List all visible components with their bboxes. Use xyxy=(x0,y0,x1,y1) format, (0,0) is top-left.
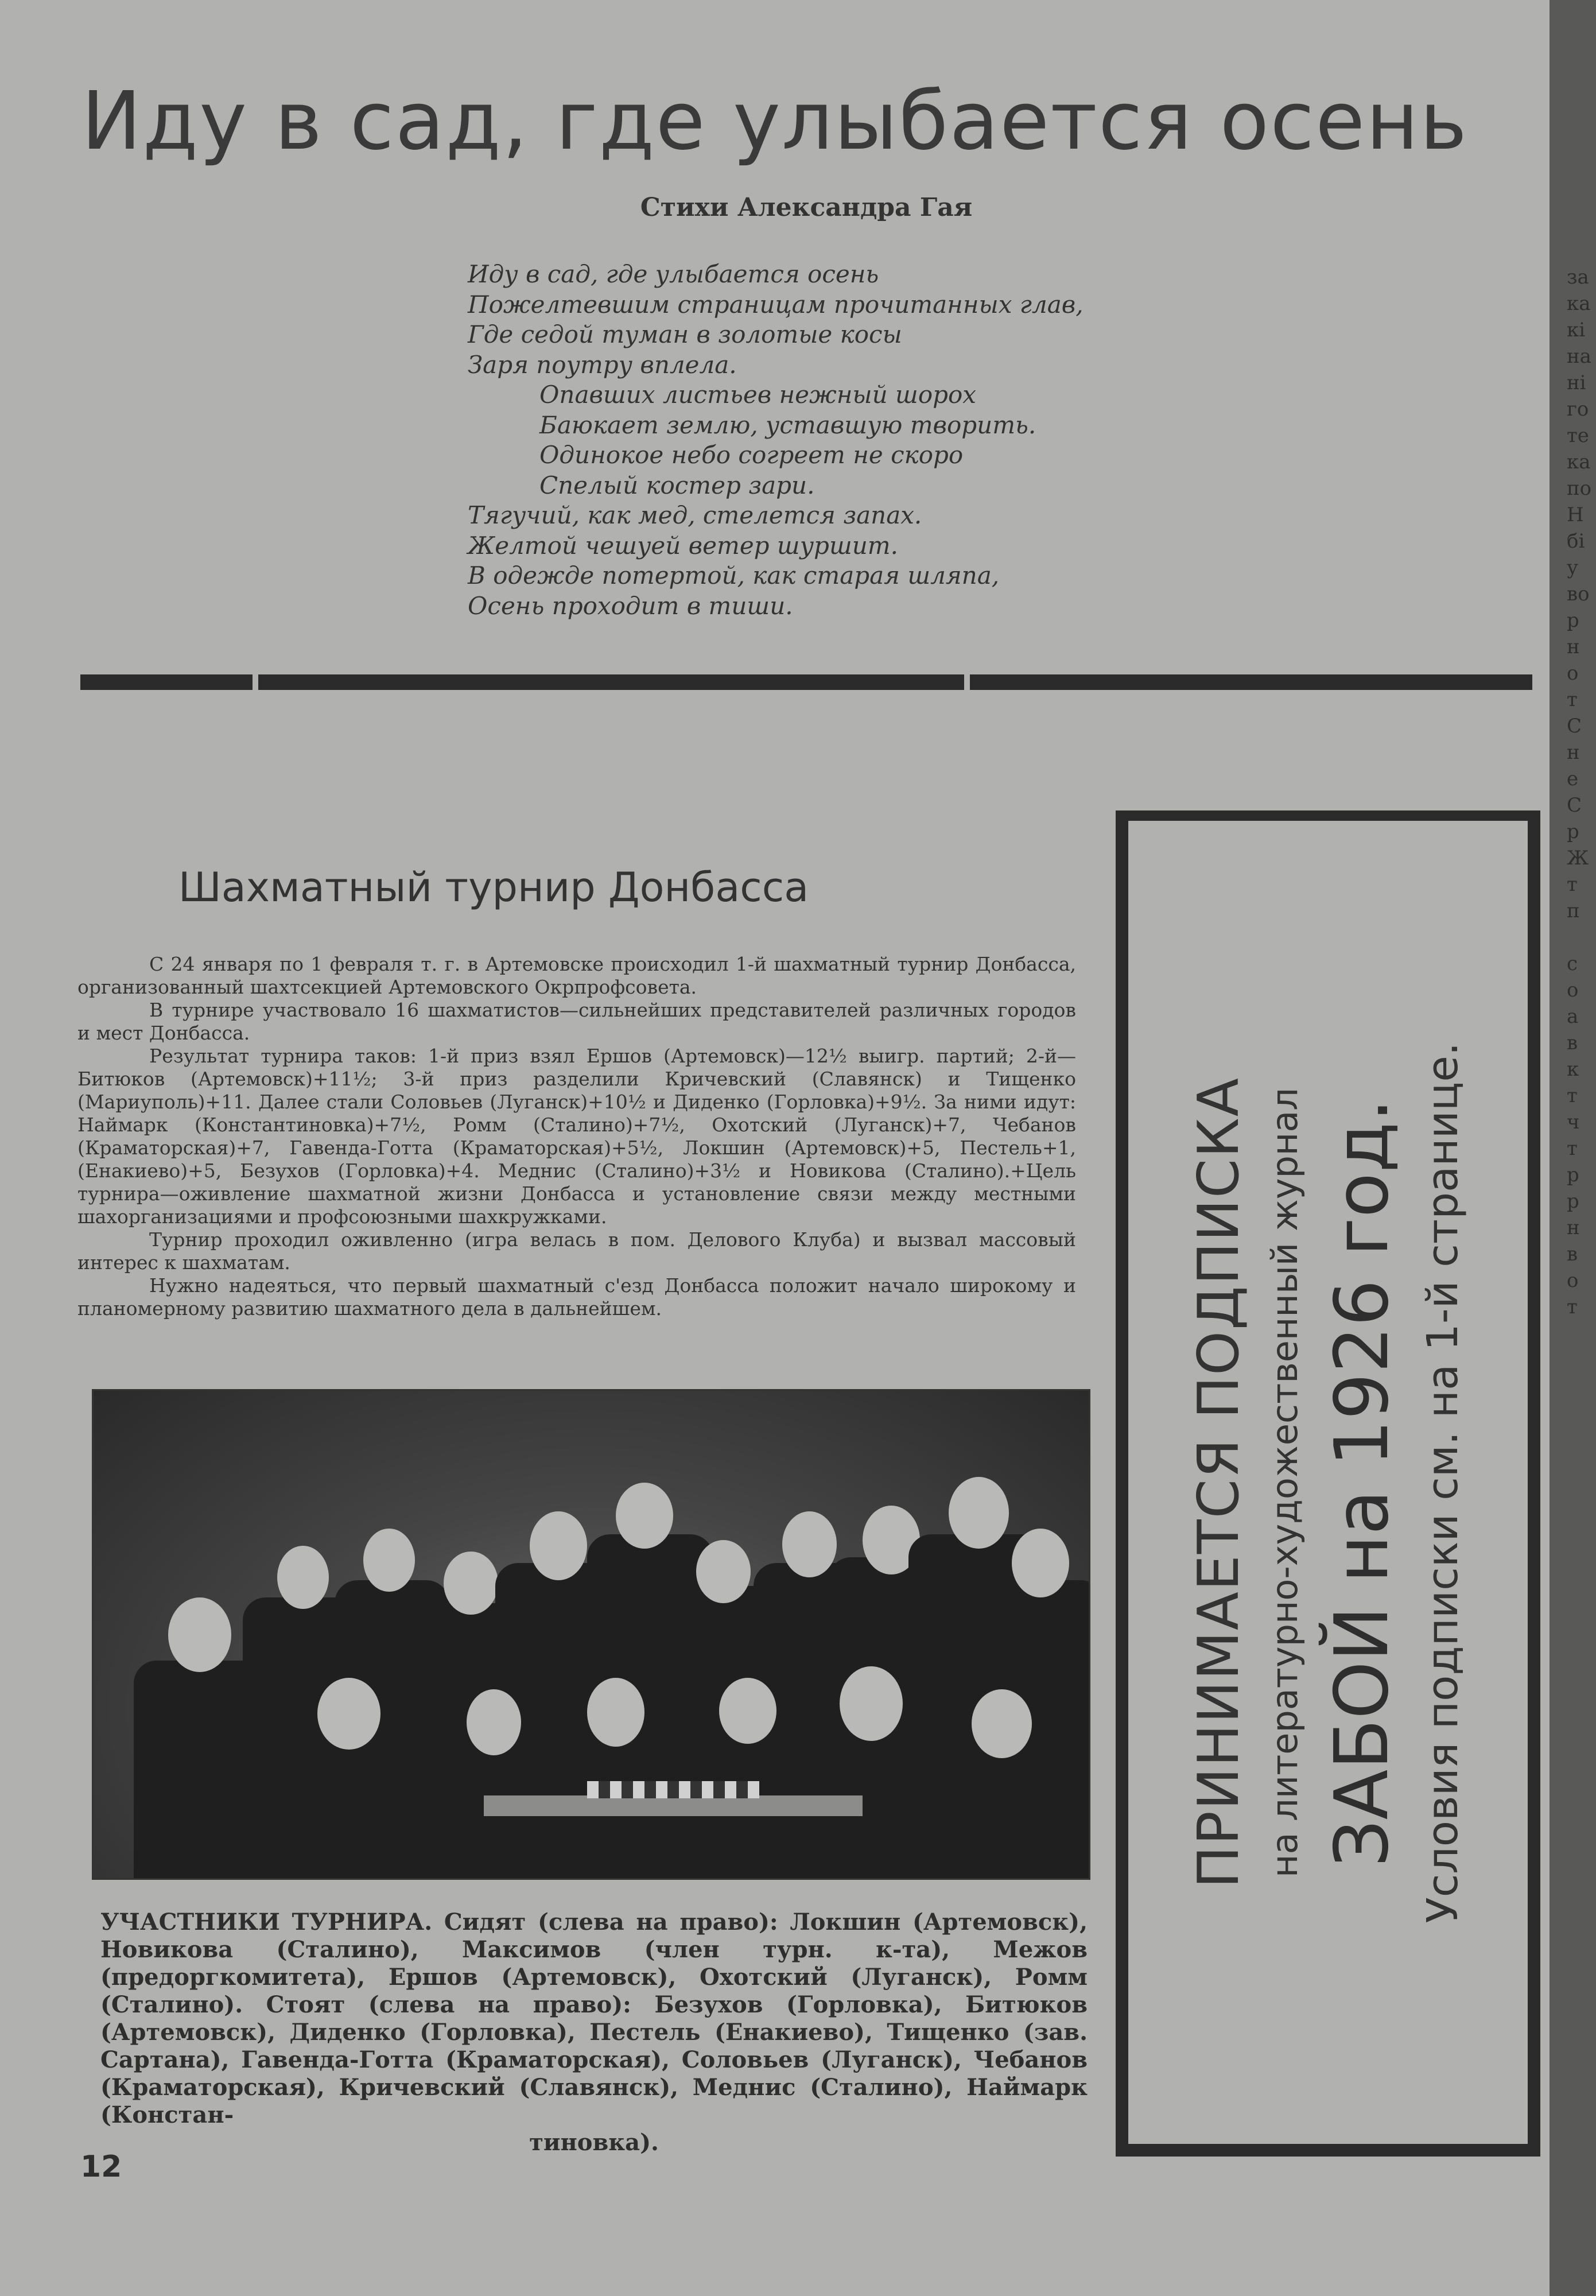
figure-head xyxy=(949,1477,1009,1549)
poem-line: Желтой чешуей ветер шуршит. xyxy=(468,531,898,560)
edge-fragment: с xyxy=(1567,952,1578,975)
photo-caption xyxy=(100,1909,1088,2157)
poem-line: В одежде потертой, как старая шляпа, xyxy=(468,561,1000,589)
edge-fragment: ка xyxy=(1567,451,1591,474)
tournament-photo xyxy=(92,1389,1090,1880)
edge-fragment: С xyxy=(1567,715,1582,738)
edge-fragment: т xyxy=(1567,1084,1578,1107)
edge-fragment: т xyxy=(1567,1137,1578,1160)
edge-fragment: в xyxy=(1567,1243,1578,1266)
edge-fragment: р xyxy=(1567,609,1579,632)
edge-fragment: го xyxy=(1567,398,1589,421)
article-body xyxy=(77,953,1076,1320)
edge-fragment: у xyxy=(1567,556,1579,579)
ad-subline: на литературно-художественный журнал xyxy=(1264,1087,1306,1878)
edge-fragment: те xyxy=(1567,424,1589,447)
poem-line: Баюкает землю, уставшую творить. xyxy=(539,410,1036,439)
poem-line: Осень проходит в тиши. xyxy=(468,591,793,620)
edge-fragment: по xyxy=(1567,477,1592,500)
figure-head xyxy=(467,1689,521,1755)
page-number: 12 xyxy=(80,2150,122,2184)
edge-fragment: р xyxy=(1567,1190,1579,1213)
edge-fragment: е xyxy=(1567,767,1579,790)
edge-fragment: р xyxy=(1567,1163,1579,1186)
edge-fragment: за xyxy=(1567,266,1589,289)
article-paragraph: Нужно надеяться, что первый шахматный с'езд Донбасса положит начало широкому и планомерному развитию шахматного дела в дальнейшем. xyxy=(77,1274,1076,1320)
figure-head xyxy=(363,1529,415,1592)
caption-text: Сидят (слева на право): Локшин (Артемовск), Новикова (Сталино), Максимов (член турн. к-та), Межов (предоргкомитета), Ершов (Артемовск), Охотский (Луганск), Ромм (Сталино). Стоят (слева на право): Безухов (Горловка), Битюков (Артемовск), Диденко (Горловка), Пестель (Енакиево), Тищенко (зав. Сартана), Гавенда-Готта (Краматорская), Соловьев (Луганск), Чебанов (Краматорская), Кричевский (Славянск), Меднис (Сталино), Наймарк (Констан- xyxy=(100,1909,1088,2128)
poem-line: Где седой туман в золотые косы xyxy=(468,320,902,348)
article-paragraph: С 24 января по 1 февраля т. г. в Артемовске происходил 1-й шахматный турнир Донбасса, организованный шахтсекцией Артемовского Окрпрофсовета. xyxy=(77,953,1076,998)
article-paragraph: Турнир проходил оживленно (игра велась в пом. Делового Клуба) и вызвал массовый интерес к шахматам. xyxy=(77,1228,1076,1274)
article-title: Шахматный турнир Донбасса xyxy=(178,864,809,911)
ad-journal: ЗАБОЙ на 1926 год. xyxy=(1319,1098,1405,1867)
divider-rule xyxy=(970,674,1532,690)
poem-line: Иду в сад, где улыбается осень xyxy=(468,260,879,288)
edge-fragment: о xyxy=(1567,662,1579,685)
edge-fragment: р xyxy=(1567,820,1579,843)
edge-fragment: п xyxy=(1567,899,1580,922)
poem-byline: Стихи Александра Гая xyxy=(640,193,973,222)
edge-fragment: т xyxy=(1567,688,1578,711)
edge-fragment: кі xyxy=(1567,319,1586,342)
edge-fragment: ч xyxy=(1567,1111,1580,1134)
edge-fragment: к xyxy=(1567,1058,1579,1081)
figure-head xyxy=(696,1540,751,1603)
poem-line: Тягучий, как мед, стелется запах. xyxy=(468,501,922,529)
chess-table xyxy=(484,1795,863,1816)
edge-fragment: н xyxy=(1567,1216,1580,1239)
edge-fragment: в xyxy=(1567,1031,1578,1054)
figure-head xyxy=(317,1678,380,1750)
poem-line: Одинокое небо согреет не скоро xyxy=(539,441,964,469)
edge-fragment: т xyxy=(1567,1296,1578,1318)
article-paragraph: Результат турнира таков: 1-й приз взял Ершов (Артемовск)—12½ выигр. партий; 2-й—Битюков (Артемовск)+11½; 3-й приз разделили Кричевский (Славянск) и Тищенко (Мариуполь)+11. Далее стали Соловьев (Луганск)+10½ и Диденко (Горловка)+9½. За ними идут: Наймарк (Константиновка)+7½, Ромм (Сталино)+7½, Охотский (Луганск)+7, Чебанов (Краматорская)+7, Гавенда-Готта (Краматорская)+5½, Локшин (Артемовск)+5, Пестель+1, (Енакиево)+5, Безухов (Горловка)+4. Меднис (Сталино)+3½ и Новикова (Сталино).+Цель турнира—оживление шахматной жизни Донбасса и установление связи между местными шахорганизациями и профсоюзными шахкружками. xyxy=(77,1045,1076,1228)
subscription-ad xyxy=(1116,810,1540,2157)
edge-fragment: т xyxy=(1567,873,1578,896)
edge-fragment: о xyxy=(1567,1269,1579,1292)
ad-rotated-text xyxy=(1182,866,1474,2100)
edge-fragment: бі xyxy=(1567,530,1585,553)
figure-head xyxy=(719,1678,776,1744)
figure-head xyxy=(1012,1529,1069,1597)
poem-line: Заря поутру вплела. xyxy=(468,350,737,379)
divider-rule xyxy=(258,674,964,690)
edge-fragment: во xyxy=(1567,583,1590,606)
figure-head xyxy=(168,1597,231,1672)
edge-fragment: Ж xyxy=(1567,847,1589,870)
poem-line: Пожелтевшим страницам прочитанных глав, xyxy=(468,290,1084,319)
figure-head xyxy=(587,1678,644,1747)
edge-fragment: а xyxy=(1567,1005,1579,1028)
poem-line: Спелый костер зари. xyxy=(539,471,815,499)
figure-head xyxy=(782,1511,837,1577)
article-paragraph: В турнире участвовало 16 шахматистов—сильнейших представителей различных городов и мест Донбасса. xyxy=(77,999,1076,1044)
caption-lead: УЧАСТНИКИ ТУРНИРА. xyxy=(100,1909,433,1936)
figure-head xyxy=(530,1511,587,1580)
ad-conditions: Условия подписки см. на 1-й странице. xyxy=(1418,1042,1467,1923)
edge-fragment: о xyxy=(1567,979,1579,1002)
ad-headline: ПРИНИМАЕТСЯ ПОДПИСКА xyxy=(1186,1076,1252,1888)
figure-head xyxy=(616,1483,673,1549)
edge-fragment: на xyxy=(1567,345,1591,368)
caption-end: тиновка). xyxy=(529,2129,659,2156)
divider-rule xyxy=(80,674,253,690)
figure xyxy=(283,1735,432,1880)
edge-fragment: н xyxy=(1567,741,1580,764)
figure-head xyxy=(840,1666,903,1741)
figure-head xyxy=(277,1546,329,1609)
poem-text xyxy=(468,259,1156,621)
edge-fragment: н xyxy=(1567,635,1580,658)
figure-head xyxy=(444,1552,498,1615)
poem-line: Опавших листьев нежный шорох xyxy=(539,381,976,409)
edge-fragment: Н xyxy=(1567,503,1584,526)
poem-title: Иду в сад, где улыбается осень xyxy=(81,75,1469,168)
figure xyxy=(943,1747,1086,1879)
edge-fragment: С xyxy=(1567,794,1582,817)
figure-head xyxy=(972,1689,1032,1758)
edge-fragment: ні xyxy=(1567,371,1586,394)
adjacent-page-edge xyxy=(1567,264,1596,2043)
edge-fragment xyxy=(1567,924,1596,951)
edge-fragment: ка xyxy=(1567,292,1591,315)
chess-board xyxy=(587,1781,759,1798)
